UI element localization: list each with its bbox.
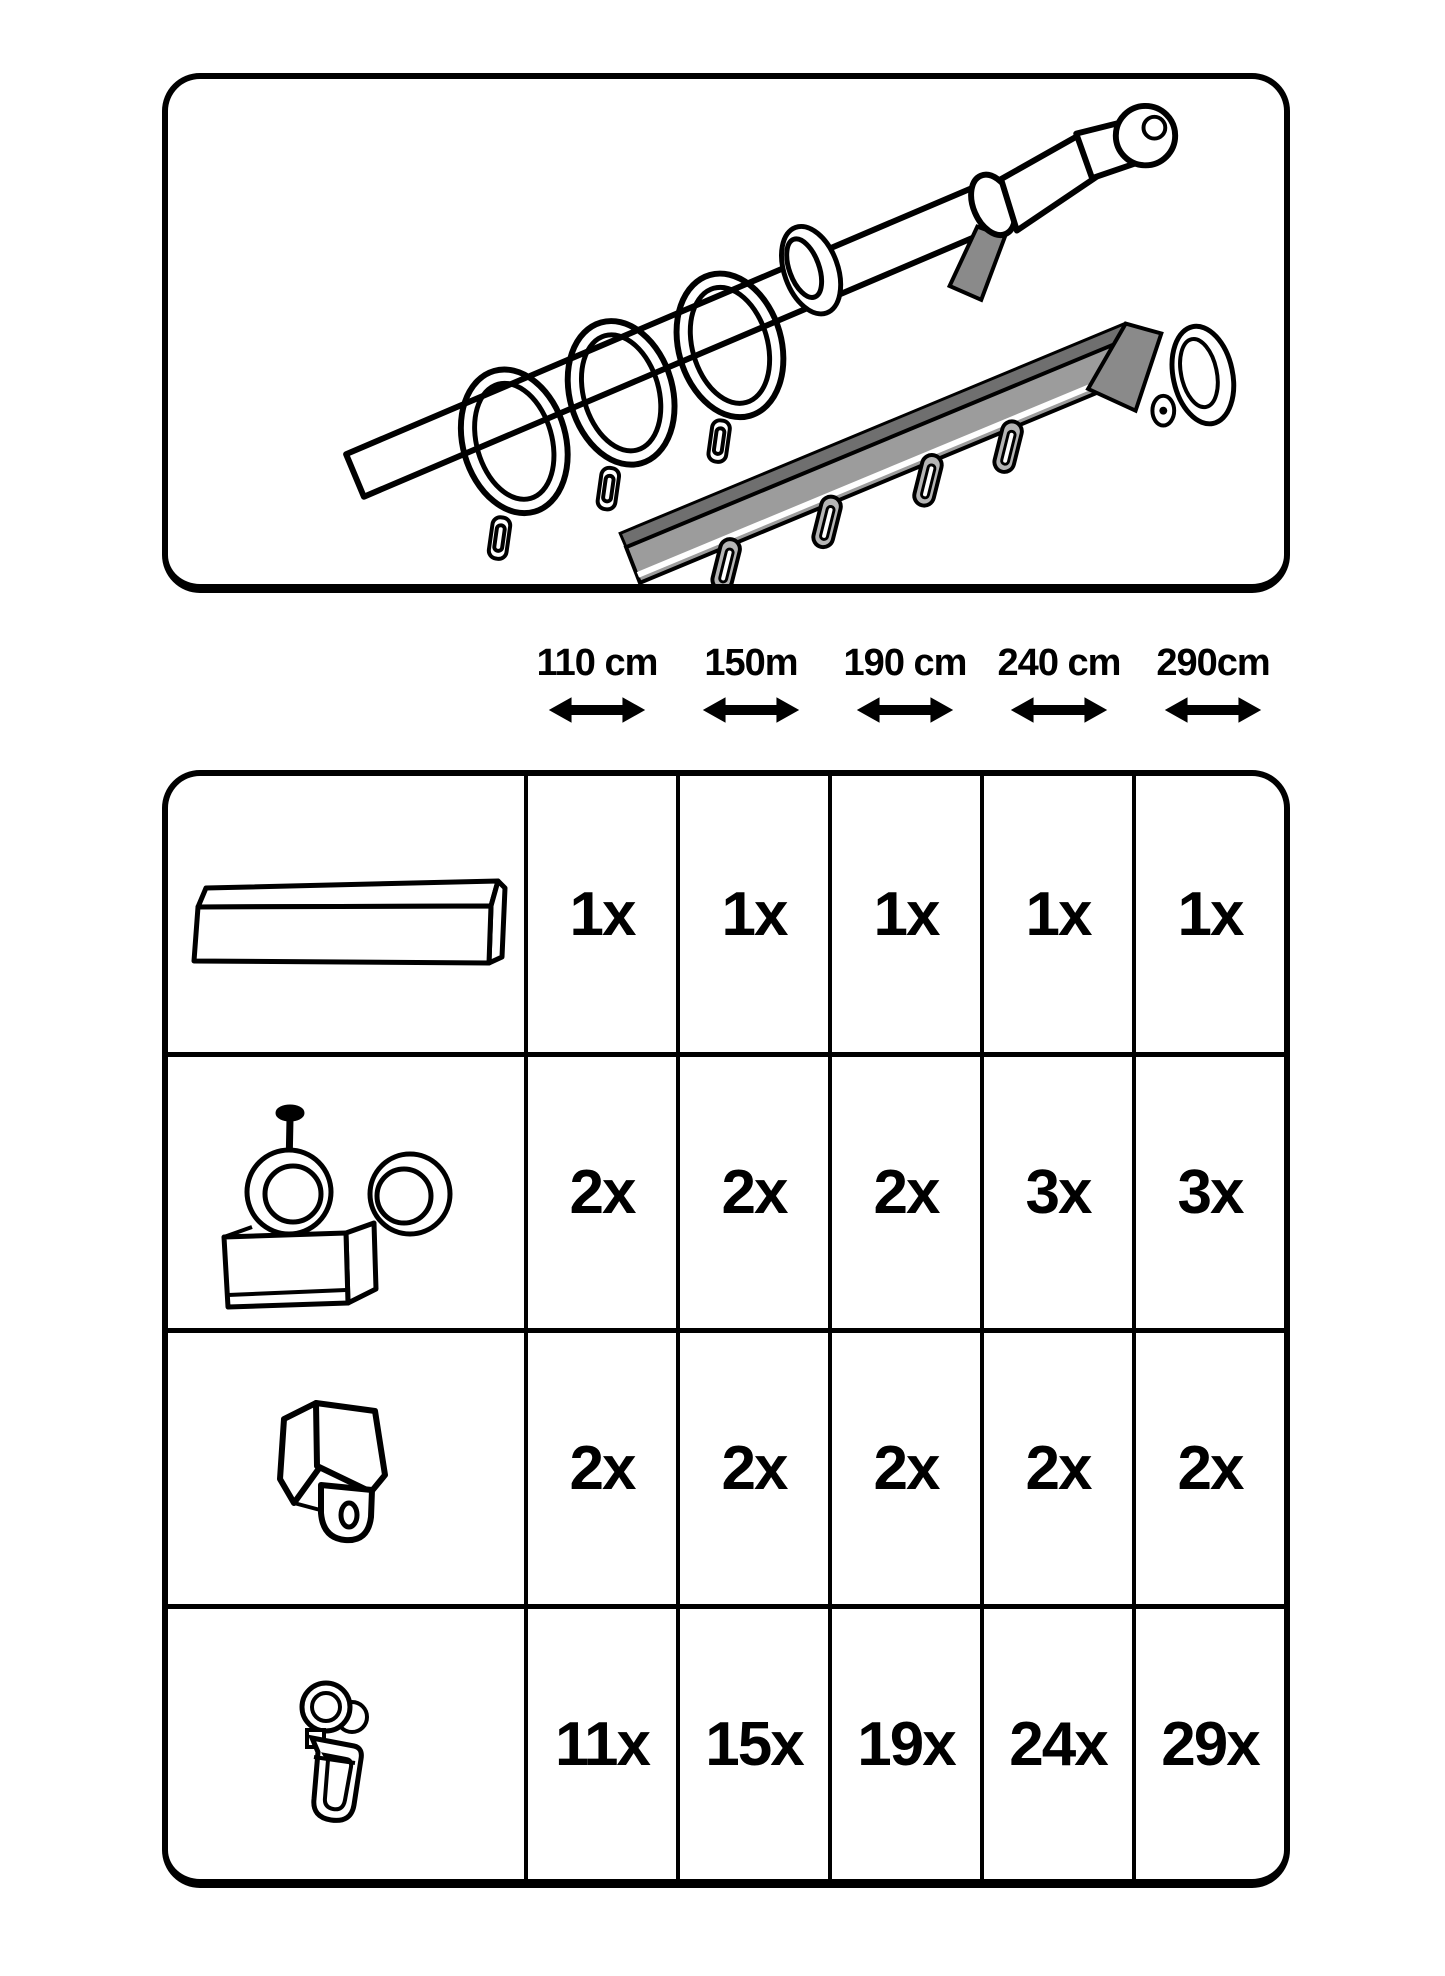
bracket-with-ring-icon <box>168 1057 524 1328</box>
quantity-value: 1x <box>1025 879 1091 949</box>
qty-cell <box>980 1604 1132 1880</box>
quantity-value: 1x <box>569 879 635 949</box>
parts-table <box>162 770 1290 1888</box>
quantity-value: 19x <box>857 1710 955 1779</box>
quantity-value: 1x <box>1177 879 1243 949</box>
quantity-value: 1x <box>873 879 939 949</box>
size-column-240 <box>982 642 1136 758</box>
quantity-value: 2x <box>569 1158 635 1227</box>
qty-cell <box>676 1052 828 1328</box>
quantity-value: 2x <box>569 1434 635 1503</box>
qty-cell <box>828 1604 980 1880</box>
qty-cell <box>1132 1052 1284 1328</box>
assembly-illustration-box <box>162 73 1290 593</box>
quantity-value: 24x <box>1009 1710 1107 1779</box>
double-arrow-icon <box>701 694 801 726</box>
qty-cell <box>676 776 828 1052</box>
qty-cell <box>980 1052 1132 1328</box>
quantity-value: 3x <box>1177 1158 1243 1227</box>
quantity-value: 2x <box>721 1158 787 1227</box>
size-label: 240 cm <box>997 642 1121 684</box>
end-bracket-icon <box>168 1333 524 1604</box>
double-arrow-icon <box>547 694 647 726</box>
qty-cell <box>1132 1604 1284 1880</box>
quantity-value: 11x <box>554 1710 650 1779</box>
part-cell-bracket-ring <box>168 1052 524 1328</box>
size-column-290 <box>1136 642 1290 758</box>
qty-cell <box>524 1052 676 1328</box>
part-cell-end-bracket <box>168 1328 524 1604</box>
quantity-value: 2x <box>1177 1434 1243 1503</box>
qty-cell <box>828 1052 980 1328</box>
double-arrow-icon <box>1009 694 1109 726</box>
qty-cell <box>1132 1328 1284 1604</box>
size-column-190 <box>828 642 982 758</box>
part-cell-rail <box>168 776 524 1052</box>
qty-cell <box>524 1604 676 1880</box>
qty-cell <box>1132 776 1284 1052</box>
quantity-value: 2x <box>873 1434 939 1503</box>
qty-cell <box>524 776 676 1052</box>
quantity-value: 29x <box>1161 1710 1259 1779</box>
quantity-value: 2x <box>721 1434 787 1503</box>
double-arrow-icon <box>1163 694 1263 726</box>
rail-profile-icon <box>168 776 524 1052</box>
size-label: 190 cm <box>843 642 967 684</box>
qty-cell <box>980 776 1132 1052</box>
size-label: 110 cm <box>536 642 658 684</box>
qty-cell <box>980 1328 1132 1604</box>
size-label: 150m <box>704 642 798 684</box>
qty-cell <box>828 1328 980 1604</box>
size-header-row <box>520 642 1290 758</box>
size-label: 290cm <box>1156 642 1270 684</box>
curtain-track-icon <box>620 324 1144 583</box>
quantity-value: 3x <box>1025 1158 1091 1227</box>
quantity-value: 2x <box>873 1158 939 1227</box>
double-arrow-icon <box>855 694 955 726</box>
curtain-rod-rail-illustration <box>168 79 1284 584</box>
size-column-150 <box>674 642 828 758</box>
qty-cell <box>676 1604 828 1880</box>
qty-cell <box>524 1328 676 1604</box>
part-cell-glider <box>168 1604 524 1880</box>
size-column-110 <box>520 642 674 758</box>
glider-hook-icon <box>168 1609 524 1880</box>
quantity-value: 15x <box>705 1710 803 1779</box>
qty-cell <box>676 1328 828 1604</box>
finial-icon <box>963 106 1176 242</box>
quantity-value: 1x <box>721 879 787 949</box>
quantity-value: 2x <box>1025 1434 1091 1503</box>
qty-cell <box>828 776 980 1052</box>
